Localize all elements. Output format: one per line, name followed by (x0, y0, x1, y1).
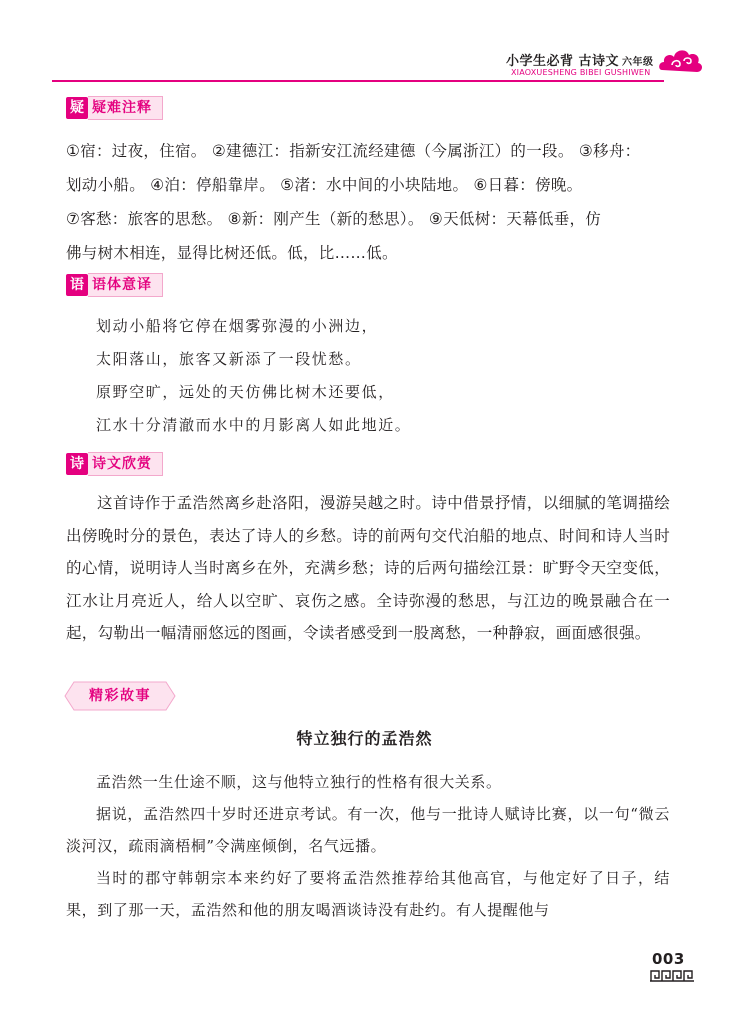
translation-section-icon: 语 (66, 274, 88, 296)
series-title-text: 小学生必背 古诗文 (506, 54, 620, 69)
notes-line: ①宿：过夜，住宿。 ②建德江：指新安江流经建德（今属浙江）的一段。 ③移舟： (66, 142, 641, 160)
story-title: 特立独行的孟浩然 (296, 729, 433, 748)
notes-body (66, 134, 676, 270)
translation-line: 划动小船将它停在烟雾弥漫的小洲边， (96, 317, 379, 335)
notes-line: 佛与树木相连，显得比树还低。低，比……低。 (66, 244, 398, 262)
section-heading-notes (66, 96, 163, 120)
fret-ornament-icon (650, 970, 694, 982)
appreciation-section-icon: 诗 (66, 453, 88, 475)
notes-section-icon: 疑 (66, 97, 88, 119)
section-heading-translation (66, 273, 163, 297)
page-number: 003 (652, 950, 685, 968)
story-body (66, 766, 670, 926)
translation-section-label: 语体意译 (88, 273, 163, 297)
translation-line: 原野空旷，远处的天仿佛比树木还要低， (96, 383, 395, 401)
notes-line: 划动小船。 ④泊：停船靠岸。 ⑤渚：水中间的小块陆地。 ⑥日暮：傍晚。 (66, 176, 583, 194)
story-tag-label: 精彩故事 (89, 688, 151, 704)
story-tag (64, 681, 176, 711)
translation-line: 太阳落山，旅客又新添了一段忧愁。 (96, 350, 362, 368)
translation-body (96, 310, 411, 442)
series-pinyin: XIAOXUESHENG BIBEI GUSHIWEN (511, 68, 651, 77)
notes-section-label: 疑难注释 (88, 96, 163, 120)
section-heading-appreciation (66, 452, 163, 476)
appreciation-paragraph: 这首诗作于孟浩然离乡赴洛阳，漫游吴越之时。诗中借景抒情，以细腻的笔调描绘出傍晚时分的景色，表达了诗人的乡愁。诗的前两句交代泊船的地点、时间和诗人当时的心情，说明诗人当时离乡在外，充满乡愁；诗的后两句描绘江景：旷野令天空变低，江水让月亮近人，给人以空旷、哀伤之感。全诗弥漫的愁思，与江边的晚景融合在一起，勾勒出一幅清丽悠远的图画，令读者感受到一股离愁，一种静寂，画面感很强。 (66, 494, 670, 642)
series-title (506, 50, 654, 69)
header-rule (52, 80, 664, 82)
appreciation-body (66, 487, 670, 650)
grade-label: 六年级 (622, 57, 654, 68)
story-paragraph: 孟浩然一生仕途不顺，这与他特立独行的性格有很大关系。 (96, 773, 502, 791)
notes-line: ⑦客愁：旅客的思愁。 ⑧新：刚产生（新的愁思）。 ⑨天低树：天幕低垂，仿 (66, 210, 602, 228)
story-paragraph: 据说，孟浩然四十岁时还进京考试。有一次，他与一批诗人赋诗比赛，以一句“微云淡河汉，疏雨滴梧桐”令满座倾倒，名气远播。 (66, 805, 670, 855)
story-paragraph: 当时的郡守韩朝宗本来约好了要将孟浩然推荐给其他高官，与他定好了日子，结果，到了那一天，孟浩然和他的朋友喝酒谈诗没有赴约。有人提醒他与 (66, 869, 670, 919)
appreciation-section-label: 诗文欣赏 (88, 452, 163, 476)
translation-line: 江水十分清澈而水中的月影离人如此地近。 (96, 416, 412, 434)
cloud-ornament-icon (658, 44, 704, 80)
